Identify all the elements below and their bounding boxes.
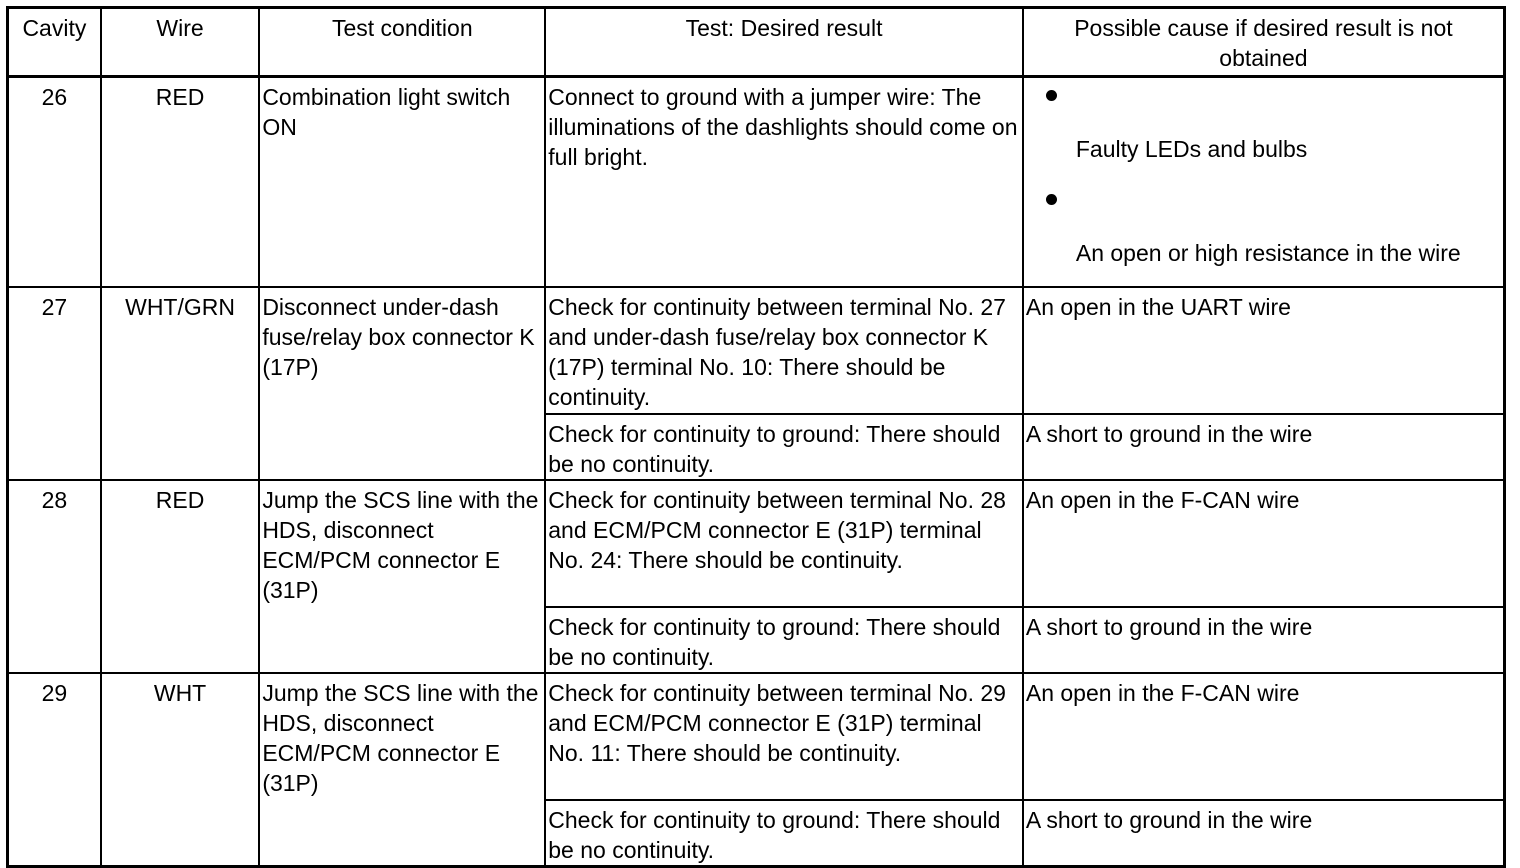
desired-result-cell: Check for continuity to ground: There should be no continuity. [545,800,1023,867]
possible-cause-cell: A short to ground in the wire [1023,414,1505,480]
table-row [8,77,1505,288]
wire-cell: WHT [101,673,260,867]
test-condition-cell: Combination light switch ON [259,77,545,288]
header-possible-cause: Possible cause if desired result is not obtained [1023,8,1505,77]
table-row [8,480,1505,607]
cavity-cell: 28 [8,480,101,673]
header-desired-result: Test: Desired result [545,8,1023,77]
cause-text: Faulty LEDs and bulbs [1075,136,1308,162]
diagnostic-table-wrapper [6,6,1506,868]
test-condition-cell: Jump the SCS line with the HDS, disconnect ECM/PCM connector E (31P) [259,480,545,673]
wire-cell: RED [101,480,260,673]
header-test-condition: Test condition [259,8,545,77]
header-wire: Wire [101,8,260,77]
possible-cause-cell: An open in the UART wire [1023,287,1505,414]
bullet-icon [1046,194,1057,205]
possible-cause-cell [1023,77,1505,288]
header-row [8,8,1505,77]
bullet-icon [1046,90,1057,101]
cavity-cell: 26 [8,77,101,288]
desired-result-cell: Check for continuity to ground: There should be no continuity. [545,414,1023,480]
cause-list-item [1026,78,1503,182]
desired-result-cell: Check for continuity to ground: There should be no continuity. [545,607,1023,673]
desired-result-cell: Check for continuity between terminal No. 28 and ECM/PCM connector E (31P) terminal No. 24: There should be continuity. [545,480,1023,607]
desired-result-cell: Check for continuity between terminal No. 27 and under-dash fuse/relay box connector K (17P) terminal No. 10: There should be continuity. [545,287,1023,414]
wire-cell: WHT/GRN [101,287,260,480]
header-cavity: Cavity [8,8,101,77]
cause-text: An open or high resistance in the wire [1075,240,1461,266]
possible-cause-cell: An open in the F-CAN wire [1023,673,1505,800]
cause-list-item [1026,182,1503,286]
desired-result-cell: Connect to ground with a jumper wire: The illuminations of the dashlights should come on full bright. [545,77,1023,288]
diagnostic-table [6,6,1506,868]
possible-cause-cell: A short to ground in the wire [1023,800,1505,867]
table-row [8,673,1505,800]
cavity-cell: 27 [8,287,101,480]
cavity-cell: 29 [8,673,101,867]
test-condition-cell: Jump the SCS line with the HDS, disconnect ECM/PCM connector E (31P) [259,673,545,867]
possible-cause-cell: An open in the F-CAN wire [1023,480,1505,607]
desired-result-cell: Check for continuity between terminal No. 29 and ECM/PCM connector E (31P) terminal No. 11: There should be continuity. [545,673,1023,800]
possible-cause-cell: A short to ground in the wire [1023,607,1505,673]
table-row [8,287,1505,414]
test-condition-cell: Disconnect under-dash fuse/relay box connector K (17P) [259,287,545,480]
wire-cell: RED [101,77,260,288]
